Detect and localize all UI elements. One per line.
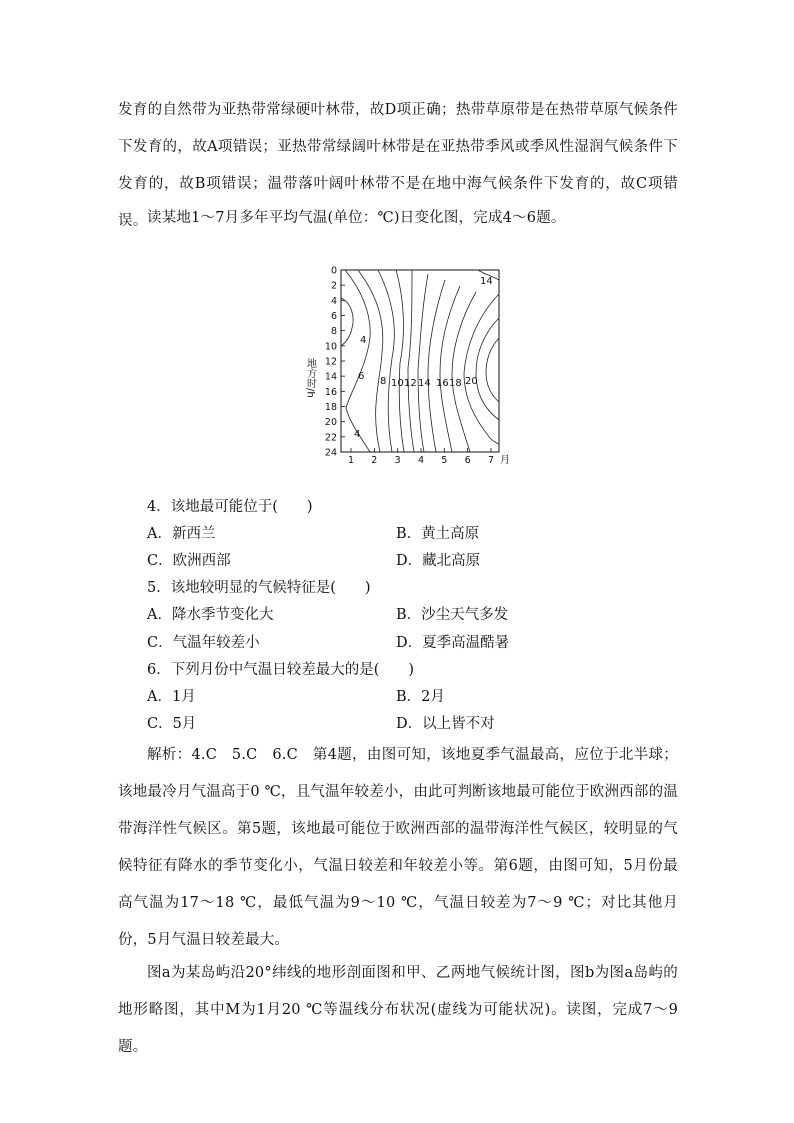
x-tick-label: 5 <box>441 455 448 466</box>
contour-label: 16 <box>436 378 449 389</box>
x-tick-label: 2 <box>371 455 378 466</box>
contour-line <box>378 270 394 452</box>
q4-option-c[interactable]: C．欧洲西部 <box>147 553 231 569</box>
contour-line <box>418 274 428 452</box>
q6-option-d[interactable]: D．以上皆不对 <box>396 716 495 732</box>
contour-label: 14 <box>418 378 431 389</box>
y-tick-label: 8 <box>330 326 337 338</box>
y-tick-label: 2 <box>330 280 337 292</box>
contour-line <box>428 280 445 452</box>
x-tick-label: 4 <box>417 455 425 466</box>
contour-line <box>464 294 499 444</box>
x-tick-label: 3 <box>394 455 401 466</box>
y-tick-label: 6 <box>330 311 337 322</box>
y-tick-label: 14 <box>324 371 337 383</box>
q6-option-b[interactable]: B．2月 <box>396 689 445 705</box>
contour-label: 8 <box>380 376 387 387</box>
contour-label: 20 <box>465 376 478 387</box>
instruction-2: 图a为某岛屿沿20°纬线的地形剖面图和甲、乙两地气候统计图，图b为图a岛屿的地形略图，其中M为1月20 ℃等温线分布状况(虚线为可能状况)。读图，完成7～9题。 <box>118 965 678 1055</box>
contour-lines <box>341 270 499 452</box>
q5-option-c[interactable]: C．气温年较差小 <box>147 635 260 651</box>
y-tick-label: 0 <box>330 265 337 277</box>
temperature-contour-figure <box>300 258 520 472</box>
contour-label: 4 <box>354 429 361 440</box>
contour-labels <box>354 276 493 440</box>
analysis-paragraph: 解析：4.C 5.C 6.C 第4题，由图可知，该地夏季气温最高，应位于北半球；该地最冷月气温高于0 ℃，且气温年较差小，由此可判断该地最可能位于欧洲西部的温带海洋性气候区。第5题，该地最可能位于欧洲西部的温带海洋性气候区，较明显的气候特征有降水的季节变化小，气温日较差和年较差小等。第6题，由图可知，5月份最高气温为17～18 ℃，最低气温为9～10 ℃，气温日较差为7～9 ℃；对比其他月份，5月气温日较差最大。 <box>118 747 678 948</box>
q5-option-b[interactable]: B．沙尘天气多发 <box>396 607 509 623</box>
contour-label: 18 <box>449 378 462 389</box>
contour-chart <box>300 258 520 468</box>
contour-line <box>440 286 460 452</box>
y-tick-label: 24 <box>324 447 337 459</box>
y-tick-label: 10 <box>324 341 337 353</box>
x-tick-label: 6 <box>464 455 471 466</box>
contour-line <box>341 298 353 346</box>
contour-label: 14 <box>480 276 493 287</box>
x-axis-unit: 月 <box>500 455 510 466</box>
contour-label: 10 <box>391 378 404 389</box>
contour-line <box>476 318 499 420</box>
question-4-stem: 4．该地最可能位于( ) <box>147 499 313 515</box>
y-tick-label: 12 <box>324 356 337 368</box>
question-6-stem: 6．下列月份中气温日较差最大的是( ) <box>147 662 415 678</box>
contour-line <box>486 338 499 402</box>
contour-label: 6 <box>358 371 365 382</box>
q5-option-d[interactable]: D．夏季高温酷暑 <box>396 635 510 651</box>
instruction-1: 读某地1～7月多年平均气温(单位：℃)日变化图，完成4～6题。 <box>147 210 566 226</box>
y-tick-label: 4 <box>330 295 337 307</box>
contour-label: 4 <box>360 335 367 346</box>
contour-label: 12 <box>404 378 417 389</box>
y-tick-label: 16 <box>324 386 337 398</box>
q6-option-a[interactable]: A．1月 <box>147 689 196 705</box>
question-5-stem: 5．该地较明显的气候特征是( ) <box>147 580 371 596</box>
y-tick-label: 22 <box>324 432 337 444</box>
contour-line <box>408 270 414 452</box>
q4-option-b[interactable]: B．黄土高原 <box>396 526 480 542</box>
intro-paragraph: 发育的自然带为亚热带常绿硬叶林带，故D项正确；热带草原带是在热带草原气候条件下发育的，故A项错误；亚热带常绿阔叶林带是在亚热带季风或季风性湿润气候条件下发育的，故B项错误；温带落叶阔叶林带不是在地中海气候条件下发育的，故C项错误。 <box>118 102 678 229</box>
x-ticks <box>348 448 494 466</box>
contour-line <box>396 270 404 452</box>
y-tick-label: 20 <box>324 417 337 429</box>
x-tick-label: 1 <box>347 455 355 466</box>
y-ticks <box>325 266 345 459</box>
q5-option-a[interactable]: A．降水季节变化大 <box>147 607 274 623</box>
contour-line <box>345 270 370 452</box>
q4-option-a[interactable]: A．新西兰 <box>147 526 216 542</box>
y-tick-label: 18 <box>324 402 337 413</box>
x-tick-label: 7 <box>487 455 495 466</box>
q4-option-d[interactable]: D．藏北高原 <box>396 553 481 569</box>
q6-option-c[interactable]: C．5月 <box>147 716 197 732</box>
y-axis-label: 地方时/h <box>304 358 316 398</box>
